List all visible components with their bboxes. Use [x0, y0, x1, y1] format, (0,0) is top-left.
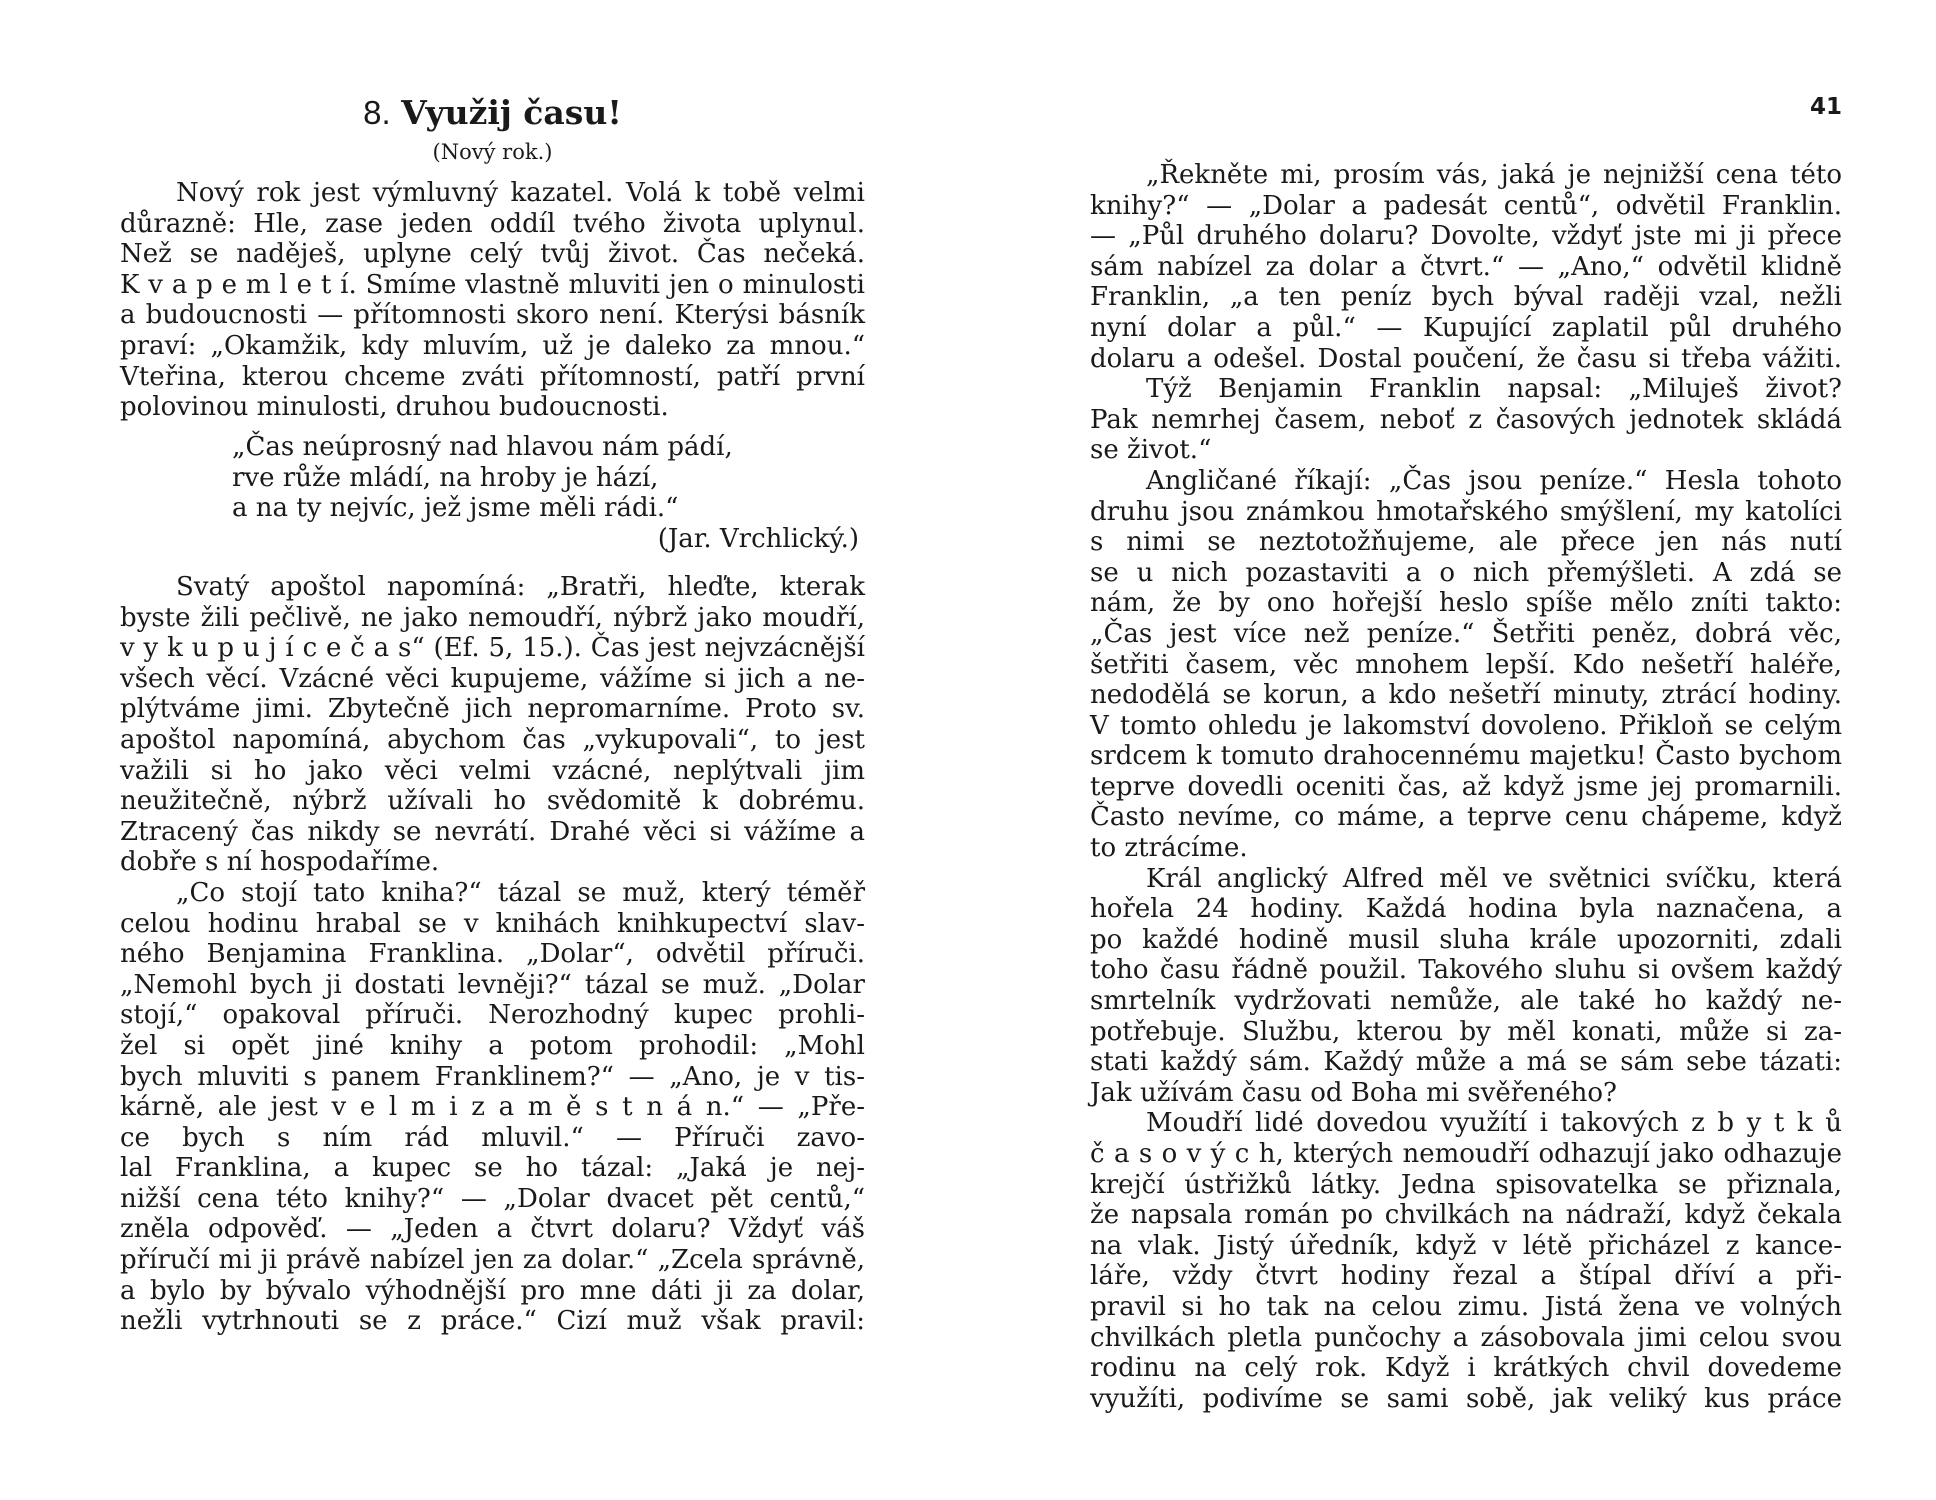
- text-line: Pak nemrhej časem, neboť z časových jednotek skládá: [1090, 404, 1842, 435]
- text-line: chvilkách pletla punčochy a zásobovala jimi celou svou: [1090, 1322, 1842, 1353]
- text-line: K v a p e m l e t í. Smíme vlastně mluviti jen o minulosti: [120, 269, 865, 300]
- text-line: krejčí ústřižků látky. Jedna spisovatelka se přiznala,: [1090, 1169, 1842, 1200]
- text-line: srdcem k tomuto drahocennému majetku! Často bychom: [1090, 741, 1842, 772]
- page-number: 41: [1809, 94, 1842, 120]
- text-line: využíti, podivíme se sami sobě, jak veliký kus práce: [1090, 1383, 1842, 1414]
- text-line: pravil si ho tak na celou zimu. Jistá žena ve volných: [1090, 1291, 1842, 1322]
- text-line: se u nich pozastaviti a o nich přemýšleti. A zdá se: [1090, 557, 1842, 588]
- text-line: kárně, ale jest v e l m i z a m ě s t n á n.“ — „Pře-: [120, 1092, 865, 1123]
- chapter-subtitle: (Nový rok.): [432, 140, 553, 164]
- left-paragraph-1: [120, 178, 865, 423]
- text-line: rodinu na celý rok. Když i krátkých chvil dovedeme: [1090, 1353, 1842, 1384]
- text-line: č a s o v ý c h, kterých nemoudří odhazují jako odhazuje: [1090, 1139, 1842, 1169]
- text-line: nežli vytrhnouti se z práce.“ Cizí muž však pravil:: [120, 1306, 865, 1337]
- text-line: šetřiti časem, věc mnohem lepší. Kdo nešetří haléře,: [1090, 649, 1842, 680]
- text-line: stojí,“ opakoval příruči. Nerozhodný kupec prohli-: [120, 1000, 865, 1031]
- text-line: polovinou minulosti, druhou budoucnosti.: [120, 392, 669, 423]
- text-line: po každé hodině musil sluha krále upozorniti, zdali: [1090, 924, 1842, 955]
- text-line: a bylo by bývalo výhodnější pro mne dáti ji za dolar,: [120, 1275, 865, 1306]
- text-line: že napsala román po chvilkách na nádraží, když čekala: [1090, 1200, 1842, 1231]
- poem-author: (Jar. Vrchlický.): [657, 523, 859, 554]
- text-line: „Čas jest více než peníze.“ Šetřiti peněz, dobrá věc,: [1090, 618, 1842, 649]
- text-line: Než se naděješ, uplyne celý tvůj život. Čas nečeká.: [120, 239, 865, 270]
- text-line: všech věcí. Vzácné věci kupujeme, vážíme si jich a ne-: [120, 663, 865, 694]
- chapter-title-text: Využij času!: [401, 93, 622, 132]
- text-line: nám, že by ono hořejší heslo spíše mělo zníti takto:: [1090, 588, 1842, 619]
- left-paragraphs-2-3: [120, 572, 865, 1337]
- text-line: druhu jsou známkou hmotařského smýšlení, my katolíci: [1090, 496, 1842, 527]
- text-line: příručí mi ji právě nabízel jen za dolar.“ „Zcela správně,: [120, 1245, 865, 1276]
- text-line: „Řekněte mi, prosím vás, jaká je nejnižší cena této: [1146, 160, 1842, 190]
- text-line: láře, vždy čtvrt hodiny řezal a štípal dříví a při-: [1090, 1261, 1842, 1292]
- text-line: žel si opět jiné knihy a potom prohodil: „Mohl: [120, 1030, 865, 1061]
- text-line: na vlak. Jistý úředník, když v létě přicházel z kance-: [1090, 1230, 1842, 1261]
- text-line: stati každý sám. Každý může a má se sám sebe tázati:: [1090, 1047, 1842, 1078]
- text-line: Franklin, „a ten peníz bych býval raději vzal, nežli: [1090, 282, 1842, 313]
- text-line: Týž Benjamin Franklin napsal: „Miluješ život?: [1146, 374, 1842, 405]
- text-line: a budoucnosti — přítomnosti skoro není. Kterýsi básník: [120, 300, 865, 331]
- text-line: dobře s ní hospodaříme.: [120, 847, 440, 878]
- text-line: nyní dolar a půl.“ — Kupující zaplatil půl druhého: [1090, 312, 1842, 343]
- left-page: [120, 0, 865, 1500]
- poem-line: rve růže mládí, na hroby je hází,: [232, 462, 659, 493]
- text-line: ného Benjamina Franklina. „Dolar“, odvětil příruči.: [120, 939, 865, 970]
- text-line: „Nemohl bych ji dostati levněji?“ tázal se muž. „Dolar: [120, 969, 865, 1000]
- text-line: toho času řádně použil. Takového sluhu si ovšem každý: [1090, 955, 1842, 986]
- chapter-title: [120, 93, 865, 132]
- text-line: V tomto ohledu je lakomství dovoleno. Přikloň se celým: [1090, 710, 1842, 741]
- poem-line: „Čas neúprosný nad hlavou nám pádí,: [232, 432, 733, 462]
- text-line: Svatý apoštol napomíná: „Bratři, hleďte, kterak: [176, 572, 865, 602]
- text-line: praví: „Okamžik, kdy mluvím, už je daleko za mnou.“: [120, 330, 865, 361]
- text-line: s nimi se neztotožňujeme, ale přece jen nás nutí: [1090, 527, 1842, 558]
- text-line: potřebuje. Službu, kterou by měl konati, může si za-: [1090, 1016, 1842, 1047]
- text-line: Moudří lidé dovedou využítí i takových z b y t k ů: [1146, 1108, 1842, 1139]
- text-line: nižší cena této knihy?“ — „Dolar dvacet pět centů,“: [120, 1183, 865, 1214]
- text-line: celou hodinu hrabal se v knihách knihkupectví slav-: [120, 908, 865, 939]
- text-line: smrtelník vydržovati nemůže, ale také ho každý ne-: [1090, 986, 1842, 1017]
- text-line: zněla odpověď. — „Jeden a čtvrt dolaru? Vždyť váš: [120, 1214, 865, 1245]
- chapter-number: 8.: [363, 94, 391, 131]
- text-line: važili si ho jako věci velmi vzácné, neplýtvali jim: [120, 755, 865, 786]
- text-line: se život.“: [1090, 435, 1212, 466]
- text-line: neužitečně, nýbrž užívali ho svědomitě k dobrému.: [120, 786, 865, 817]
- text-line: bych mluviti s panem Franklinem?“ — „Ano, je v tis-: [120, 1061, 865, 1092]
- text-line: apoštol napomíná, abychom čas „vykupovali“, to jest: [120, 724, 865, 755]
- text-line: Často nevíme, co máme, a teprve cenu chápeme, když: [1090, 802, 1842, 833]
- text-line: v y k u p u j í c e č a s“ (Ef. 5, 15.). Čas jest nejvzácnější: [120, 633, 865, 664]
- text-line: — „Půl druhého dolaru? Dovolte, vždyť jste mi ji přece: [1090, 221, 1842, 252]
- text-line: hořela 24 hodiny. Každá hodina byla naznačena, a: [1090, 894, 1842, 925]
- right-page-text: [1090, 160, 1842, 1414]
- text-line: Král anglický Alfred měl ve světnici svíčku, která: [1146, 863, 1842, 894]
- text-line: Ztracený čas nikdy se nevrátí. Drahé věci si vážíme a: [120, 816, 865, 847]
- text-line: Angličané říkají: „Čas jsou peníze.“ Hesla tohoto: [1146, 465, 1842, 496]
- text-line: nedodělá se korun, a kdo nešetří minuty, ztrácí hodiny.: [1090, 680, 1842, 711]
- text-line: Vteřina, kterou chceme zváti přítomností, patří první: [120, 361, 865, 392]
- poem-line: a na ty nejvíc, jež jsme měli rádi.“: [232, 493, 679, 524]
- text-line: lal Franklina, a kupec se ho tázal: „Jaká je nej-: [120, 1153, 865, 1184]
- text-line: „Co stojí tato kniha?“ tázal se muž, který téměř: [176, 877, 865, 908]
- text-line: důrazně: Hle, zase jeden oddíl tvého života uplynul.: [120, 208, 865, 239]
- text-line: dolaru a odešel. Dostal poučení, že času si třeba vážiti.: [1090, 343, 1842, 374]
- text-line: Nový rok jest výmluvný kazatel. Volá k tobě velmi: [176, 178, 865, 208]
- text-line: ce bych s ním rád mluvil.“ — Příruči zavo-: [120, 1122, 865, 1153]
- right-page: [1090, 0, 1842, 1500]
- text-line: teprve dovedli oceniti čas, až když jsme jej promarnili.: [1090, 771, 1842, 802]
- text-line: to ztrácíme.: [1090, 833, 1248, 864]
- text-line: sám nabízel za dolar a čtvrt.“ — „Ano,“ odvětil klidně: [1090, 251, 1842, 282]
- text-line: knihy?“ — „Dolar a padesát centů“, odvětil Franklin.: [1090, 190, 1842, 221]
- poem-quote: [120, 432, 865, 554]
- text-line: plýtváme jimi. Zbytečně jich nepromarníme. Proto sv.: [120, 694, 865, 725]
- text-line: Jak užívám času od Boha mi svěřeného?: [1090, 1077, 1617, 1108]
- text-line: byste žili pečlivě, ne jako nemoudří, nýbrž jako moudří,: [120, 602, 865, 633]
